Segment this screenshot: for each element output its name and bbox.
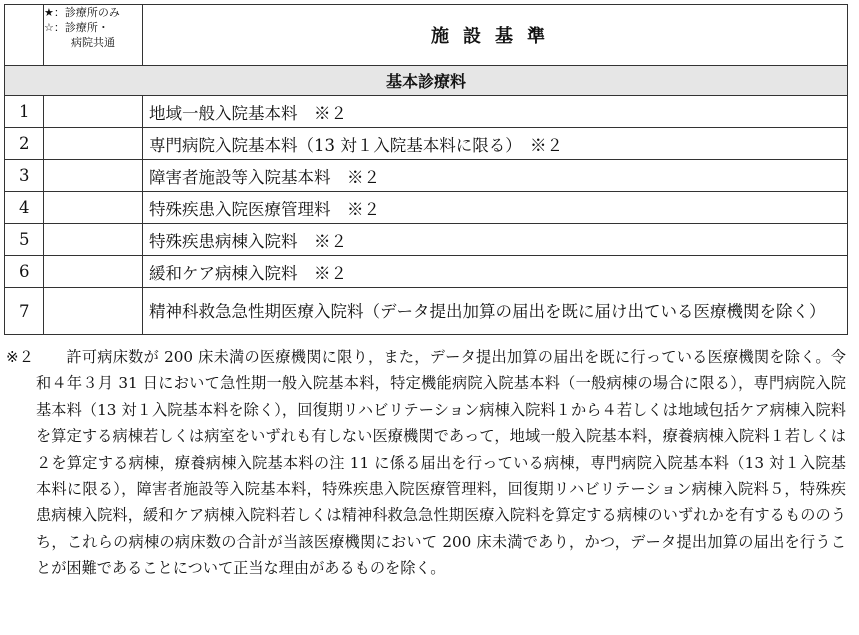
- row-standard: 専門病院入院基本料（13 対１入院基本料に限る） ※２: [143, 128, 848, 160]
- row-mark-cell: [44, 192, 143, 224]
- section-row: [5, 66, 848, 96]
- table-row: [5, 160, 848, 192]
- row-mark-cell: [44, 288, 143, 335]
- legend-common-line2: 病院共通: [71, 36, 115, 49]
- row-number: 6: [5, 256, 44, 288]
- footnote-text: 許可病床数が 200 床未満の医療機関に限り，また，データ提出加算の届出を既に行っている医療機関を除く。令和４年３月 31 日において急性期一般入院基本料，特定機能病院入院基本料（一般病棟の場合に限る），専門病院入院基本料（13 対１入院基本料を除く），回復期リハビリテーション病棟入院料１から４若しくは地域包括ケア病棟入院料を算定する病棟若しくは病室をいずれも有しない医療機関であって，地域一般入院基本料，療養病棟入院料１若しくは２を算定する病棟，療養病棟入院基本料の注 11 に係る届出を行っている病棟，専門病院入院基本料（13 対１入院基本料に限る），障害者施設等入院基本料，特殊疾患入院医療管理料，回復期リハビリテーション病棟入院料５，特殊疾患病棟入院料，緩和ケア病棟入院料若しくは精神科救急急性期医療入院料を算定する病棟のいずれかを有するもののうち，これらの病棟の病床数の合計が当該医療機関において 200 床未満であり，かつ，データ提出加算の届出を行うことが困難であることについて正当な理由があるものを除く。: [36, 348, 846, 578]
- row-standard: 精神科救急急性期医療入院料（データ提出加算の届出を既に届け出ている医療機関を除く）: [143, 288, 848, 335]
- footnote: [6, 344, 846, 582]
- row-mark-cell: [44, 224, 143, 256]
- table-row: [5, 192, 848, 224]
- row-number: 1: [5, 96, 44, 128]
- section-title: 基本診療料: [5, 66, 848, 96]
- row-standard: 特殊疾患病棟入院料 ※２: [143, 224, 848, 256]
- legend-cell: [44, 5, 143, 66]
- header-title: 施設基準: [143, 5, 848, 66]
- row-standard: 地域一般入院基本料 ※２: [143, 96, 848, 128]
- header-blank-cell: [5, 5, 44, 66]
- table-row: [5, 224, 848, 256]
- table-row: [5, 128, 848, 160]
- row-mark-cell: [44, 96, 143, 128]
- row-mark-cell: [44, 256, 143, 288]
- table-row: [5, 288, 848, 335]
- footnote-mark: ※２: [6, 348, 34, 366]
- row-number: 3: [5, 160, 44, 192]
- row-number: 2: [5, 128, 44, 160]
- row-standard: 緩和ケア病棟入院料 ※２: [143, 256, 848, 288]
- facility-standards-table: [4, 4, 848, 335]
- legend-clinic-only: ★：診療所のみ: [44, 6, 120, 19]
- legend-common-line1: ☆：診療所・: [44, 21, 109, 34]
- row-number: 7: [5, 288, 44, 335]
- row-number: 4: [5, 192, 44, 224]
- table-header-row: [5, 5, 848, 66]
- row-standard: 障害者施設等入院基本料 ※２: [143, 160, 848, 192]
- table-row: [5, 96, 848, 128]
- row-standard: 特殊疾患入院医療管理料 ※２: [143, 192, 848, 224]
- table-row: [5, 256, 848, 288]
- row-mark-cell: [44, 128, 143, 160]
- row-number: 5: [5, 224, 44, 256]
- row-mark-cell: [44, 160, 143, 192]
